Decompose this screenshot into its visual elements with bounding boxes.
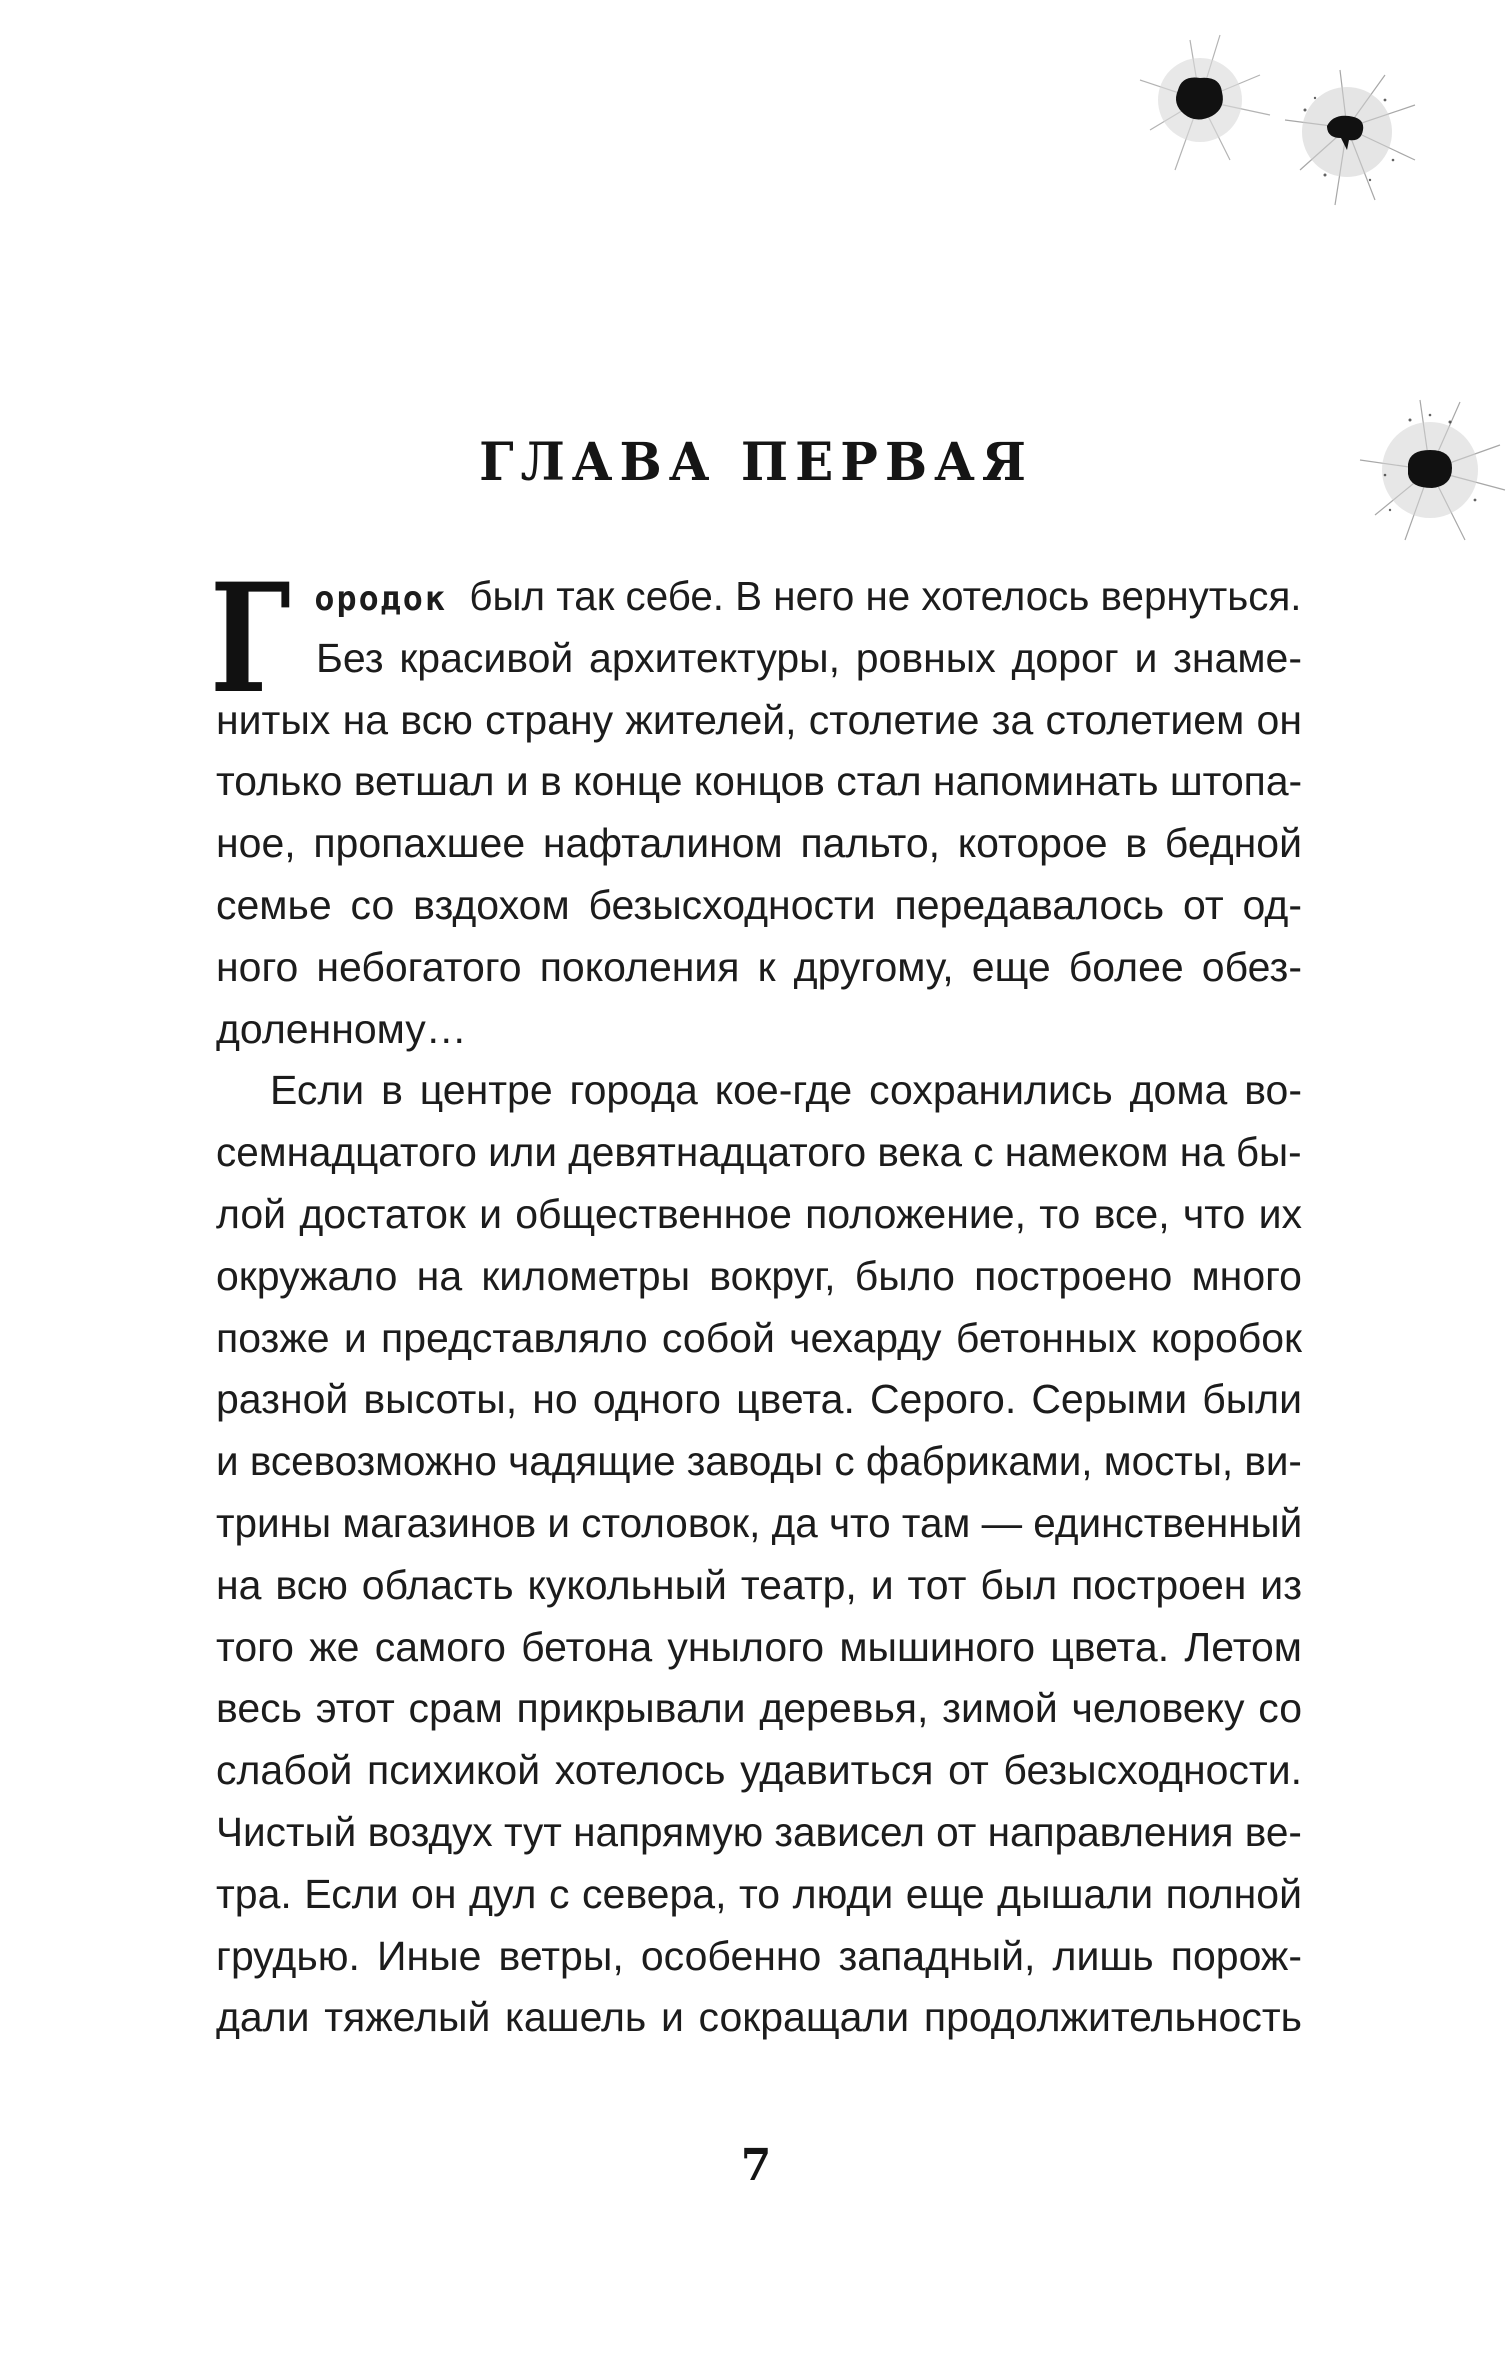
- text-line: нитых на всю страну жителей, столетие за столетием он: [216, 696, 1302, 743]
- text-line: дали тяжелый кашель и сокращали продолжительность: [216, 1994, 1302, 2041]
- text-line: лой достаток и общественное положение, то все, что их: [216, 1190, 1302, 1237]
- text-line: Если в центре города кое-где сохранились дома во-: [270, 1067, 1302, 1114]
- text-line: семье со вздохом безысходности передавалось от од-: [216, 881, 1302, 928]
- chapter-title: ГЛАВА ПЕРВАЯ: [479, 430, 1033, 493]
- bullet-hole-icon: [1120, 20, 1280, 180]
- text-line: Без красивой архитектуры, ровных дорог и знаме-: [316, 634, 1302, 681]
- chapter-body: [210, 551, 1303, 2049]
- text-line: весь этот срам прикрывали деревья, зимой человеку со: [216, 1685, 1302, 1732]
- text-line: Чистый воздух тут напрямую зависел от направления ве-: [216, 1808, 1302, 1855]
- first-word: ородок: [314, 579, 448, 619]
- text-line: ное, пропахшее нафталином пальто, которое в бедной: [216, 820, 1302, 867]
- bullet-hole-icon: [1275, 60, 1425, 210]
- text-line: позже и представляло собой чехарду бетонных коробок: [216, 1314, 1302, 1361]
- text-line: трины магазинов и столовок, да что там — единственный: [216, 1499, 1303, 1546]
- text-line: окружало на километры вокруг, было построено много: [216, 1252, 1302, 1299]
- text-line: грудью. Иные ветры, особенно западный, лишь порож-: [216, 1932, 1302, 1979]
- text-line: только ветшал и в конце концов стал напоминать штопа-: [216, 758, 1303, 805]
- drop-cap: Г: [210, 551, 291, 727]
- text-line: и всевозможно чадящие заводы с фабриками, мосты, ви-: [216, 1438, 1302, 1485]
- text-line: на всю область кукольный театр, и тот был построен из: [216, 1561, 1302, 1608]
- text-line: семнадцатого или девятнадцатого века с намеком на бы-: [216, 1129, 1302, 1176]
- page-number: 7: [740, 2140, 772, 2191]
- text-line: доленному…: [216, 1005, 467, 1052]
- text-line: тра. Если он дул с севера, то люди еще дышали полной: [216, 1870, 1302, 1917]
- text-line: ородок был так себе. В него не хотелось вернуться.: [314, 573, 1302, 619]
- text-line: разной высоты, но одного цвета. Серого. Серыми были: [216, 1376, 1302, 1423]
- text-line: того же самого бетона унылого мышиного цвета. Летом: [216, 1623, 1302, 1670]
- text-line: слабой психикой хотелось удавиться от безысходности.: [216, 1747, 1302, 1794]
- text-line: ного небогатого поколения к другому, еще более обез-: [216, 943, 1302, 990]
